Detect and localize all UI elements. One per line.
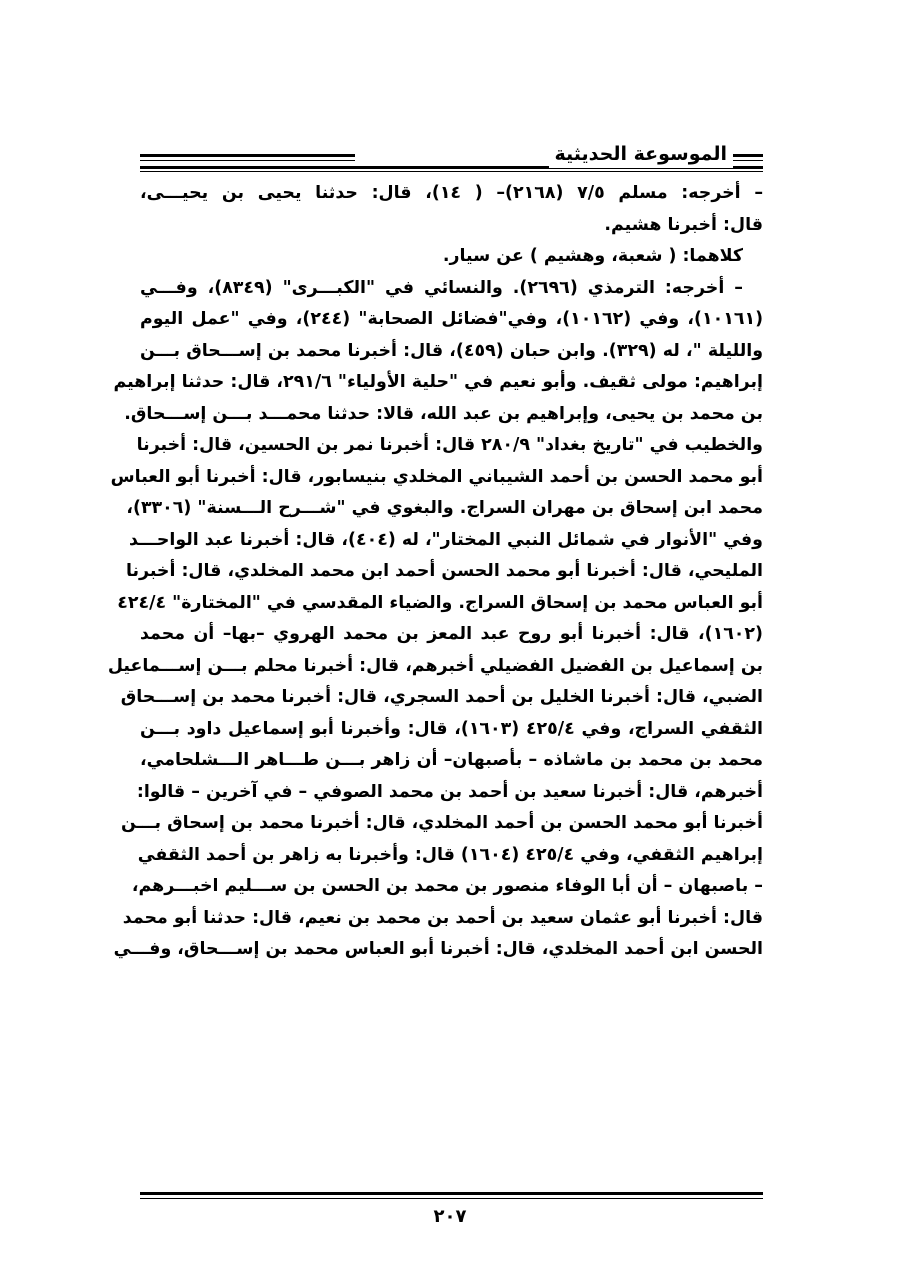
running-header [140,140,763,170]
text-line: قال: أخبرنا هشيم. [604,214,763,235]
text-line: (١٠١٦١)، وفي (١٠١٦٢)، وفي"فضائل الصحابة" (٢٤٤)، وفي "عمل اليوم [140,309,764,329]
text-line: إبراهيم الثقفي، وفي ٤٢٥/٤ (١٦٠٤) قال: وأخبرنا به زاهر بن أحمد الثقفي [137,844,763,865]
text-line: المليحي، قال: أخبرنا أبو محمد الحسن أحمد ابن محمد المخلدي، قال: أخبرنا [125,561,763,581]
footer-rule [140,1192,763,1199]
text-line: أبو العباس محمد بن إسحاق السراج. والضياء المقدسي في "المختارة" ٤٢٤/٤ [117,592,763,613]
page-number: ٢٠٧ [433,1206,467,1227]
header-rule-left [140,154,355,161]
text-line: بن محمد بن يحيى، وإبراهيم بن عبد الله، قالا: حدثنا محمـــد بـــن إســـحاق. [124,403,763,424]
text-line: أخبرهم، قال: أخبرنا سعيد بن أحمد بن محمد الصوفي – في آخرين – قالوا: [136,781,763,802]
text-line: (١٦٠٢)، قال: أخبرنا أبو روح عبد المعز بن محمد الهروي –بها– أن محمد [140,624,763,644]
text-line: محمد ابن إسحاق بن مهران السراج. والبغوي في "شـــرح الـــسنة" (٣٣٠٦)، [126,498,763,518]
page-body-text [107,178,764,966]
text-line: قال: أخبرنا أبو عثمان سعيد بن أحمد بن محمد بن نعيم، قال: حدثنا أبو محمد [122,907,763,928]
text-line: والخطيب في "تاريخ بغداد" ٢٨٠/٩ قال: أخبرنا نمر بن الحسين، قال: أخبرنا [136,435,763,455]
text-line: وفي "الأنوار في شمائل النبي المختار"، له (٤٠٤)، قال: أخبرنا عبد الواحـــد [128,529,763,550]
text-line: الحسن ابن أحمد المخلدي، قال: أخبرنا أبو العباس محمد بن إســـحاق، وفـــي [113,939,763,959]
text-line: – باصبهان – أن أبا الوفاء منصور بن محمد بن الحسن بن ســـليم اخبـــرهم، [131,876,763,896]
text-line: بن إسماعيل بن الفضيل الفضيلي أخبرهم، قال: أخبرنا محلم بـــن إســـماعيل [107,655,763,676]
header-rule-right [733,154,763,161]
text-line: كلاهما: ( شعبة، وهشيم ) عن سيار. [442,246,743,266]
text-line: إبراهيم: مولى ثقيف. وأبو نعيم في "حلية الأولياء" ٢٩١/٦، قال: حدثنا إبراهيم [113,372,763,392]
text-line: أبو محمد الحسن بن أحمد الشيباني المخلدي بنيسابور، قال: أخبرنا أبو العباس [110,466,763,487]
book-title: الموسوعة الحديثية [549,140,734,168]
text-line: أخبرنا أبو محمد الحسن بن أحمد المخلدي، قال: أخبرنا محمد بن إسحاق بـــن [121,813,763,833]
text-line: الثقفي السراج، وفي ٤٢٥/٤ (١٦٠٣)، قال: وأخبرنا أبو إسماعيل داود بـــن [140,718,763,739]
text-line: الضبي، قال: أخبرنا الخليل بن أحمد السجري، قال: أخبرنا محمد بن إســـحاق [120,687,763,707]
text-line: والليلة "، له (٣٢٩). وابن حبان (٤٥٩)، قال: أخبرنا محمد بن إســـحاق بـــن [140,340,764,361]
text-line: – أخرجه: مسلم ٧/٥ (٢١٦٨)– ( ١٤)، قال: حدثنا يحيى بن يحيـــى، [140,183,764,203]
text-line: محمد بن محمد بن ماشاذه – بأصبهان– أن زاهر بـــن طـــاهر الـــشلحامي، [140,750,763,770]
text-line: – أخرجه: الترمذي (٢٦٩٦). والنسائي في "الكبـــرى" (٨٣٤٩)، وفـــي [140,277,743,298]
